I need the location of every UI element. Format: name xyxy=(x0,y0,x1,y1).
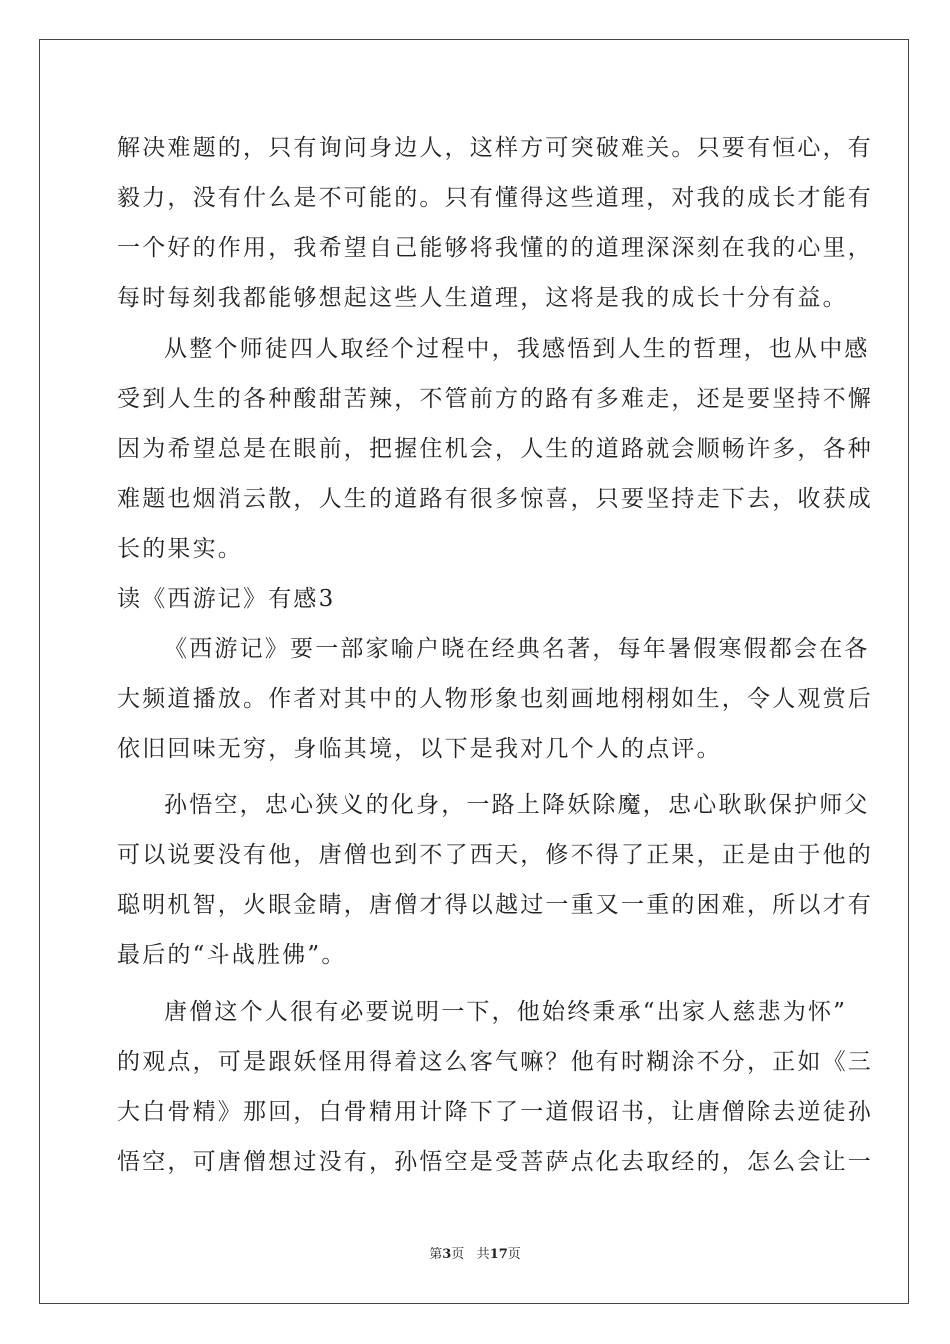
total-prefix: 共 xyxy=(476,1247,490,1262)
text-line: 难题也烟消云散，人生的道路有很多惊喜，只要坚持走下去，收获成 xyxy=(117,486,873,512)
page-suffix: 页 xyxy=(451,1247,465,1262)
total-suffix: 页 xyxy=(507,1247,521,1262)
text-line: 解决难题的，只有询问身边人，这样方可突破难关。只要有恒心，有 xyxy=(117,135,873,161)
text-line: 最后的“斗战胜佛”。 xyxy=(117,942,347,968)
total-pages: 17 xyxy=(489,1247,508,1262)
text-line: 大频道播放。作者对其中的人物形象也刻画地栩栩如生，令人观赏后 xyxy=(117,686,873,712)
page-prefix: 第 xyxy=(429,1247,443,1262)
paragraph-first-line: 《西游记》要一部家喻户晓在经典名著，每年暑假寒假都会在各 xyxy=(164,636,870,662)
text-line: 毅力，没有什么是不可能的。只有懂得这些道理，对我的成长才能有 xyxy=(117,185,873,211)
paragraph-first-line: 从整个师徒四人取经个过程中，我感悟到人生的哲理，也从中感 xyxy=(164,336,870,362)
text-line: 因为希望总是在眼前，把握住机会，人生的道路就会顺畅许多，各种 xyxy=(117,436,873,462)
text-line: 大白骨精》那回，白骨精用计降下了一道假诏书，让唐僧除去逆徒孙 xyxy=(117,1099,873,1125)
paragraph-first-line: 孙悟空，忠心狭义的化身，一路上降妖除魔，忠心耿耿保护师父 xyxy=(164,792,870,818)
text-line: 可以说要没有他，唐僧也到不了西天，修不得了正果，正是由于他的 xyxy=(117,842,873,868)
text-line: 悟空，可唐僧想过没有，孙悟空是受菩萨点化去取经的，怎么会让一 xyxy=(117,1149,873,1175)
paragraph-first-line: 唐僧这个人很有必要说明一下，他始终秉承“出家人慈悲为怀” xyxy=(164,999,848,1025)
page-footer xyxy=(0,1247,950,1263)
text-line: 长的果实。 xyxy=(117,536,243,562)
text-line: 依旧回味无穷，身临其境，以下是我对几个人的点评。 xyxy=(117,736,722,762)
text-line: 一个好的作用，我希望自己能够将我懂的的道理深深刻在我的心里， xyxy=(117,235,873,261)
text-line: 受到人生的各种酸甜苦辣，不管前方的路有多难走，还是要坚持不懈 xyxy=(117,386,873,412)
text-line: 的观点，可是跟妖怪用得着这么客气嘛？他有时糊涂不分，正如《三 xyxy=(117,1049,873,1075)
text-line: 每时每刻我都能够想起这些人生道理，这将是我的成长十分有益。 xyxy=(117,285,848,311)
page-number: 3 xyxy=(442,1247,452,1262)
text-line: 聪明机智，火眼金睛，唐僧才得以越过一重又一重的困难，所以才有 xyxy=(117,892,873,918)
section-heading: 读《西游记》有感3 xyxy=(117,586,336,612)
